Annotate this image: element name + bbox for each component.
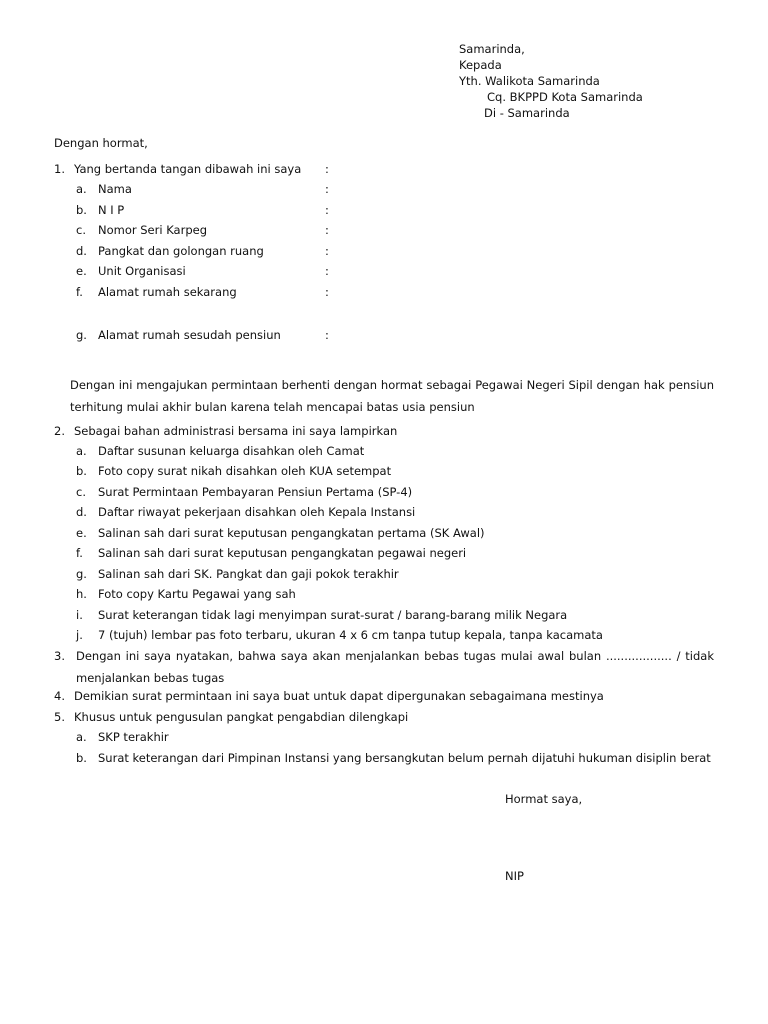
item-text: Foto copy surat nikah disahkan oleh KUA setempat	[98, 464, 392, 478]
item-letter: d.	[76, 505, 87, 519]
request-paragraph: Dengan ini mengajukan permintaan berhenti dengan hormat sebagai Pegawai Negeri Sipil dengan hak pensiun terhitung mulai akhir bulan karena telah mencapai batas usia pensiun	[70, 378, 714, 414]
field-label: Pangkat dan golongan ruang	[98, 244, 264, 258]
colon: :	[325, 182, 329, 196]
closing-regards: Hormat saya,	[505, 792, 583, 806]
field-letter: f.	[76, 285, 83, 299]
item-text: Surat Permintaan Pembayaran Pensiun Pertama (SP-4)	[98, 485, 413, 499]
item-letter: a.	[76, 730, 87, 744]
list-item	[76, 589, 296, 601]
list-item	[76, 753, 711, 765]
field-label: Alamat rumah sesudah pensiun	[98, 328, 281, 342]
item-text: Surat keterangan dari Pimpinan Instansi yang bersangkutan belum pernah dijatuhi hukuman disiplin berat	[98, 751, 711, 765]
place-line: Di - Samarinda	[484, 106, 570, 120]
item-letter: f.	[76, 546, 83, 560]
item-letter: b.	[76, 751, 87, 765]
field-letter: g.	[76, 328, 87, 342]
item-letter: e.	[76, 526, 87, 540]
item-text: SKP terakhir	[98, 730, 169, 744]
list-item	[76, 446, 364, 458]
item-text: Salinan sah dari surat keputusan pengangkatan pegawai negeri	[98, 546, 467, 560]
section1-heading	[54, 164, 354, 176]
colon: :	[325, 264, 329, 278]
item-letter: j.	[76, 628, 83, 642]
field-letter: b.	[76, 203, 87, 217]
item-letter: b.	[76, 464, 87, 478]
field-label: Nomor Seri Karpeg	[98, 223, 208, 237]
section-number: 5.	[54, 710, 65, 724]
nip-label: NIP	[505, 869, 524, 883]
item-text: Daftar riwayat pekerjaan disahkan oleh Kepala Instansi	[98, 505, 416, 519]
field-row	[76, 330, 376, 342]
list-item	[76, 610, 567, 622]
item-text: Surat keterangan tidak lagi menyimpan surat-surat / barang-barang milik Negara	[98, 608, 568, 622]
section5-heading	[54, 712, 408, 724]
item-text: Foto copy Kartu Pegawai yang sah	[98, 587, 296, 601]
list-item	[76, 487, 412, 499]
addressee: Yth. Walikota Samarinda	[459, 74, 600, 88]
field-row	[76, 225, 376, 237]
item-text: 7 (tujuh) lembar pas foto terbaru, ukuran 4 x 6 cm tanpa tutup kepala, tanpa kacamata	[98, 628, 603, 642]
item-letter: h.	[76, 587, 87, 601]
field-letter: e.	[76, 264, 87, 278]
colon: :	[325, 244, 329, 258]
item-text: Daftar susunan keluarga disahkan oleh Camat	[98, 444, 365, 458]
colon: :	[325, 162, 329, 176]
section-number: 4.	[54, 689, 65, 703]
list-item	[76, 507, 415, 519]
colon: :	[325, 203, 329, 217]
field-label: Alamat rumah sekarang	[98, 285, 237, 299]
list-item	[76, 732, 169, 744]
section3-number: 3.	[54, 649, 65, 663]
list-item	[76, 466, 391, 478]
item-text: Salinan sah dari SK. Pangkat dan gaji pokok terakhir	[98, 567, 399, 581]
section3-text: Dengan ini saya nyatakan, bahwa saya akan menjalankan bebas tugas mulai awal bulan .................. / tidak menjalankan bebas tugas	[76, 649, 714, 685]
list-item	[76, 548, 466, 560]
colon: :	[325, 328, 329, 342]
section2-heading	[54, 426, 397, 438]
section-number: 1.	[54, 162, 65, 176]
field-letter: a.	[76, 182, 87, 196]
field-letter: d.	[76, 244, 87, 258]
section4-heading	[54, 691, 604, 703]
list-item	[76, 528, 485, 540]
field-row	[76, 184, 376, 196]
section-title: Sebagai bahan administrasi bersama ini saya lampirkan	[74, 424, 398, 438]
field-label: Nama	[98, 182, 132, 196]
greeting: Dengan hormat,	[54, 136, 148, 150]
section-number: 2.	[54, 424, 65, 438]
field-row	[76, 246, 376, 258]
field-letter: c.	[76, 223, 86, 237]
list-item	[76, 630, 603, 642]
field-label: N I P	[98, 203, 125, 217]
field-row	[76, 287, 376, 299]
item-letter: g.	[76, 567, 87, 581]
section-title: Yang bertanda tangan dibawah ini saya	[74, 162, 302, 176]
colon: :	[325, 285, 329, 299]
to-label: Kepada	[459, 58, 502, 72]
field-label: Unit Organisasi	[98, 264, 186, 278]
field-row	[76, 266, 376, 278]
via-line: Cq. BKPPD Kota Samarinda	[487, 90, 643, 104]
item-letter: c.	[76, 485, 86, 499]
item-text: Salinan sah dari surat keputusan pengangkatan pertama (SK Awal)	[98, 526, 485, 540]
city-date: Samarinda,	[459, 42, 525, 56]
colon: :	[325, 223, 329, 237]
list-item	[76, 569, 399, 581]
section-text: Demikian surat permintaan ini saya buat untuk dapat dipergunakan sebagaimana mestinya	[74, 689, 604, 703]
field-row	[76, 205, 376, 217]
item-letter: i.	[76, 608, 83, 622]
item-letter: a.	[76, 444, 87, 458]
section-title: Khusus untuk pengusulan pangkat pengabdian dilengkapi	[74, 710, 409, 724]
